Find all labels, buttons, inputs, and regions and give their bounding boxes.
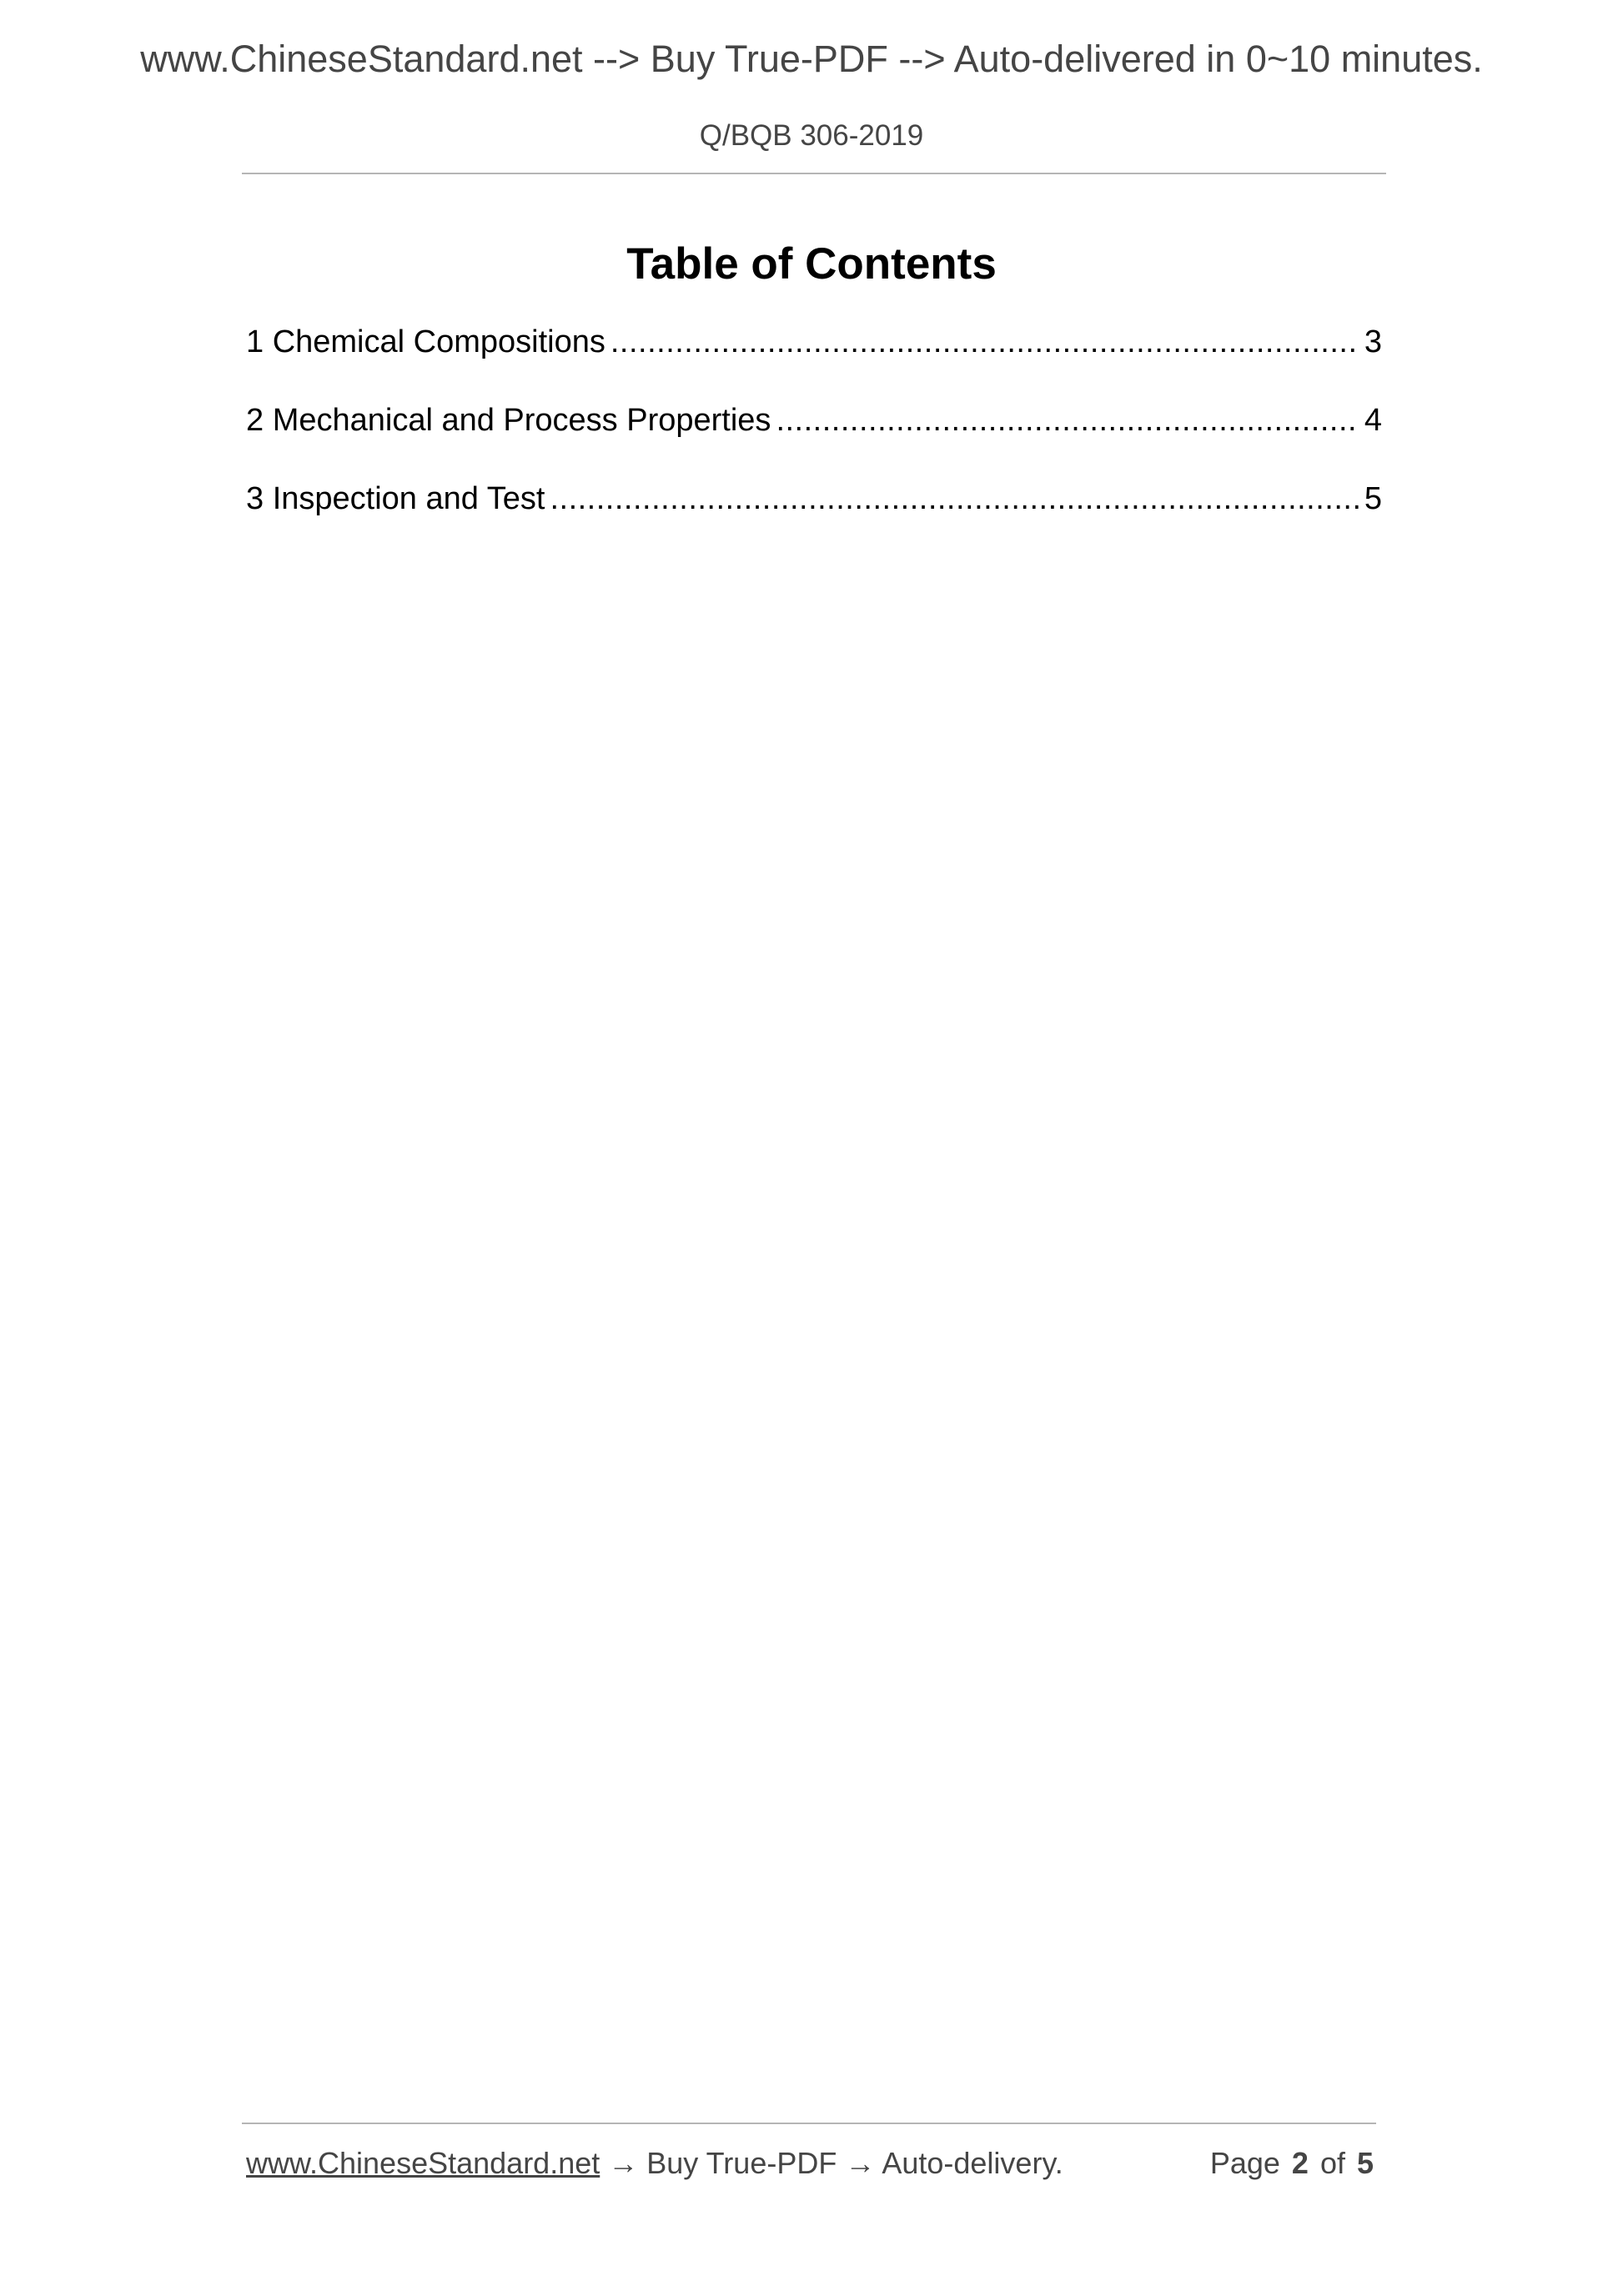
current-page-number: 2: [1291, 2146, 1309, 2180]
toc-entry-page: 5: [1364, 481, 1382, 516]
standard-code: Q/BQB 306-2019: [699, 119, 924, 152]
of-label: of: [1319, 2146, 1345, 2180]
toc-leader-dots: [550, 480, 1359, 517]
header-divider: [242, 173, 1386, 174]
footer-site-link[interactable]: www.ChineseStandard.net: [246, 2146, 600, 2180]
table-of-contents: [246, 324, 1382, 559]
page-footer: [246, 2145, 1374, 2182]
page-label: Page: [1209, 2146, 1280, 2180]
toc-entry-page: 4: [1364, 403, 1382, 438]
toc-entry-page: 3: [1364, 324, 1382, 359]
toc-leader-dots: [776, 402, 1359, 439]
toc-entry-chemical-compositions[interactable]: [246, 324, 1382, 402]
toc-entry-inspection-test[interactable]: [246, 480, 1382, 559]
footer-divider: [242, 2123, 1376, 2124]
toc-entry-text: 1 Chemical Compositions: [246, 324, 605, 359]
footer-promo-text: → Buy True-PDF → Auto-delivery.: [608, 2146, 1063, 2180]
toc-entry-text: 2 Mechanical and Process Properties: [246, 403, 771, 438]
footer-page-indicator: [1210, 2145, 1374, 2182]
toc-leader-dots: [611, 324, 1359, 360]
toc-entry-mechanical-process-properties[interactable]: [246, 402, 1382, 480]
total-pages-number: 5: [1356, 2146, 1374, 2180]
toc-entry-text: 3 Inspection and Test: [246, 481, 545, 516]
top-banner: www.ChineseStandard.net --> Buy True-PDF --> Auto-delivered in 0~10 minutes.: [140, 38, 1483, 80]
toc-title: Table of Contents: [626, 239, 997, 289]
footer-left: [246, 2145, 1063, 2182]
